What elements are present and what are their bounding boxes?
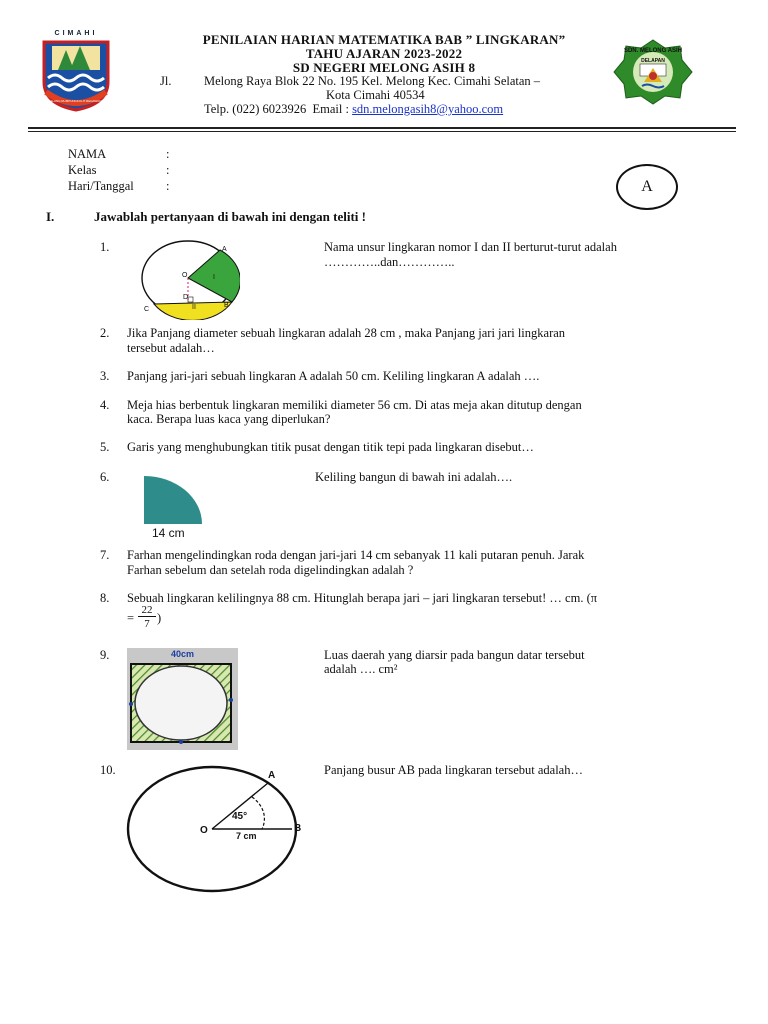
q4-text: Meja hias berbentuk lingkaran memiliki diameter 56 cm. Di atas meja akan ditutup dengan [127,398,582,412]
q8-text: Sebuah lingkaran kelilingnya 88 cm. Hitunglah berapa jari – jari lingkaran tersebut! … cm. (π [127,591,598,605]
phone-label: Telp. (022) 6023926 Email : [204,102,353,116]
contact-line [204,102,503,117]
q9-hatched-square-figure [127,648,238,750]
q10-text: Panjang busur AB pada lingkaran tersebut adalah… [324,763,583,777]
variant-badge [616,164,678,210]
q6-number: 6. [100,470,110,484]
address-line-2: Kota Cimahi 40534 [326,88,425,102]
q10-label-b: B [294,823,302,834]
q1-number: 1. [100,240,110,254]
q1-label-i: I [213,274,215,281]
q3-text: Panjang jari-jari sebuah lingkaran A adalah 50 cm. Keliling lingkaran A adalah …. [127,369,540,383]
q2-text-line2: tersebut adalah… [127,341,215,355]
q1-label-b: B [224,302,229,309]
q4-number: 4. [100,398,110,412]
q1-answer-blanks: …………..dan………….. [324,255,455,269]
q8-fraction-numerator: 22 [138,604,156,617]
q2-number: 2. [100,326,110,340]
q9-number: 9. [100,648,110,662]
label-kelas: Kelas [68,163,97,177]
logo-left-text: CIMAHI [54,30,98,37]
colon-tanggal: : [166,179,170,193]
q10-radius-label: 7 cm [236,831,257,841]
address-prefix: Jl. [160,74,172,88]
q1-label-d: D [183,294,189,301]
label-hari-tanggal: Hari/Tanggal [68,179,134,193]
q4-text-line2: kaca. Berapa luas kaca yang diperlukan? [127,412,331,426]
q1-label-ii: II [192,304,196,311]
school-logo-left [38,30,114,112]
exam-title: PENILAIAN HARIAN MATEMATIKA BAB ” LINGKARAN” [202,32,566,47]
q10-label-a: A [268,770,276,781]
q6-quarter-circle-figure [142,474,206,526]
school-name: SD NEGERI MELONG ASIH 8 [292,60,476,75]
q9-text: Luas daerah yang diarsir pada bangun datar tersebut [324,648,585,662]
email-link[interactable]: sdn.melongasih8@yahoo.com [352,102,504,116]
q1-label-a: A [222,246,227,253]
q8-close-paren: ) [157,611,162,625]
colon-nama: : [166,147,170,161]
q1-circle-figure [136,240,240,320]
school-logo-right [612,38,694,106]
q8-equals: = [127,611,135,625]
q10-label-o: O [200,825,208,836]
address-line-1: Melong Raya Blok 22 No. 195 Kel. Melong Kec. Cimahi Selatan – [204,74,541,88]
label-nama: NAMA [68,147,107,161]
logo-right-sub: DELAPAN [641,58,665,64]
header-rule-thin [28,131,736,132]
logo-left-motto: BALUNG RUMPUNGKULIT REGAWANG [48,99,104,103]
q7-number: 7. [100,548,110,562]
header-rule-thick [28,127,736,129]
q7-text: Farhan mengelindingkan roda dengan jari-jari 14 cm sebanyak 11 kali putaran penuh. Jarak [127,548,585,562]
q1-label-o: O [182,272,188,279]
q5-text: Garis yang menghubungkan titik pusat dengan titik tepi pada lingkaran disebut… [127,440,534,454]
q6-radius-label: 14 cm [152,526,185,540]
section-number: I. [46,209,55,224]
q9-side-label: 40cm [171,649,195,659]
q1-text: Nama unsur lingkaran nomor I dan II berturut-turut adalah [324,240,617,254]
q3-number: 3. [100,369,110,383]
school-year: TAHU AJARAN 2023-2022 [305,46,463,61]
q5-number: 5. [100,440,110,454]
q7-text-line2: Farhan sebelum dan setelah roda digelindingkan adalah ? [127,563,414,577]
q9-text-line2: adalah …. cm² [324,662,398,676]
colon-kelas: : [166,163,170,177]
variant-letter: A [641,178,653,195]
q10-number: 10. [100,763,116,777]
q6-text: Keliling bangun di bawah ini adalah…. [315,470,513,484]
section-title: Jawablah pertanyaan di bawah ini dengan teliti ! [94,209,366,224]
q8-fraction-denominator: 7 [144,618,150,630]
q10-angle-label: 45° [232,811,248,822]
q1-label-c: C [144,306,150,313]
q10-sector-figure [126,764,308,894]
logo-right-text: SDN. MELONG ASIH [623,48,683,54]
q8-number: 8. [100,591,110,605]
q2-text: Jika Panjang diameter sebuah lingkaran adalah 28 cm , maka Panjang jari jari lingkaran [127,326,566,340]
